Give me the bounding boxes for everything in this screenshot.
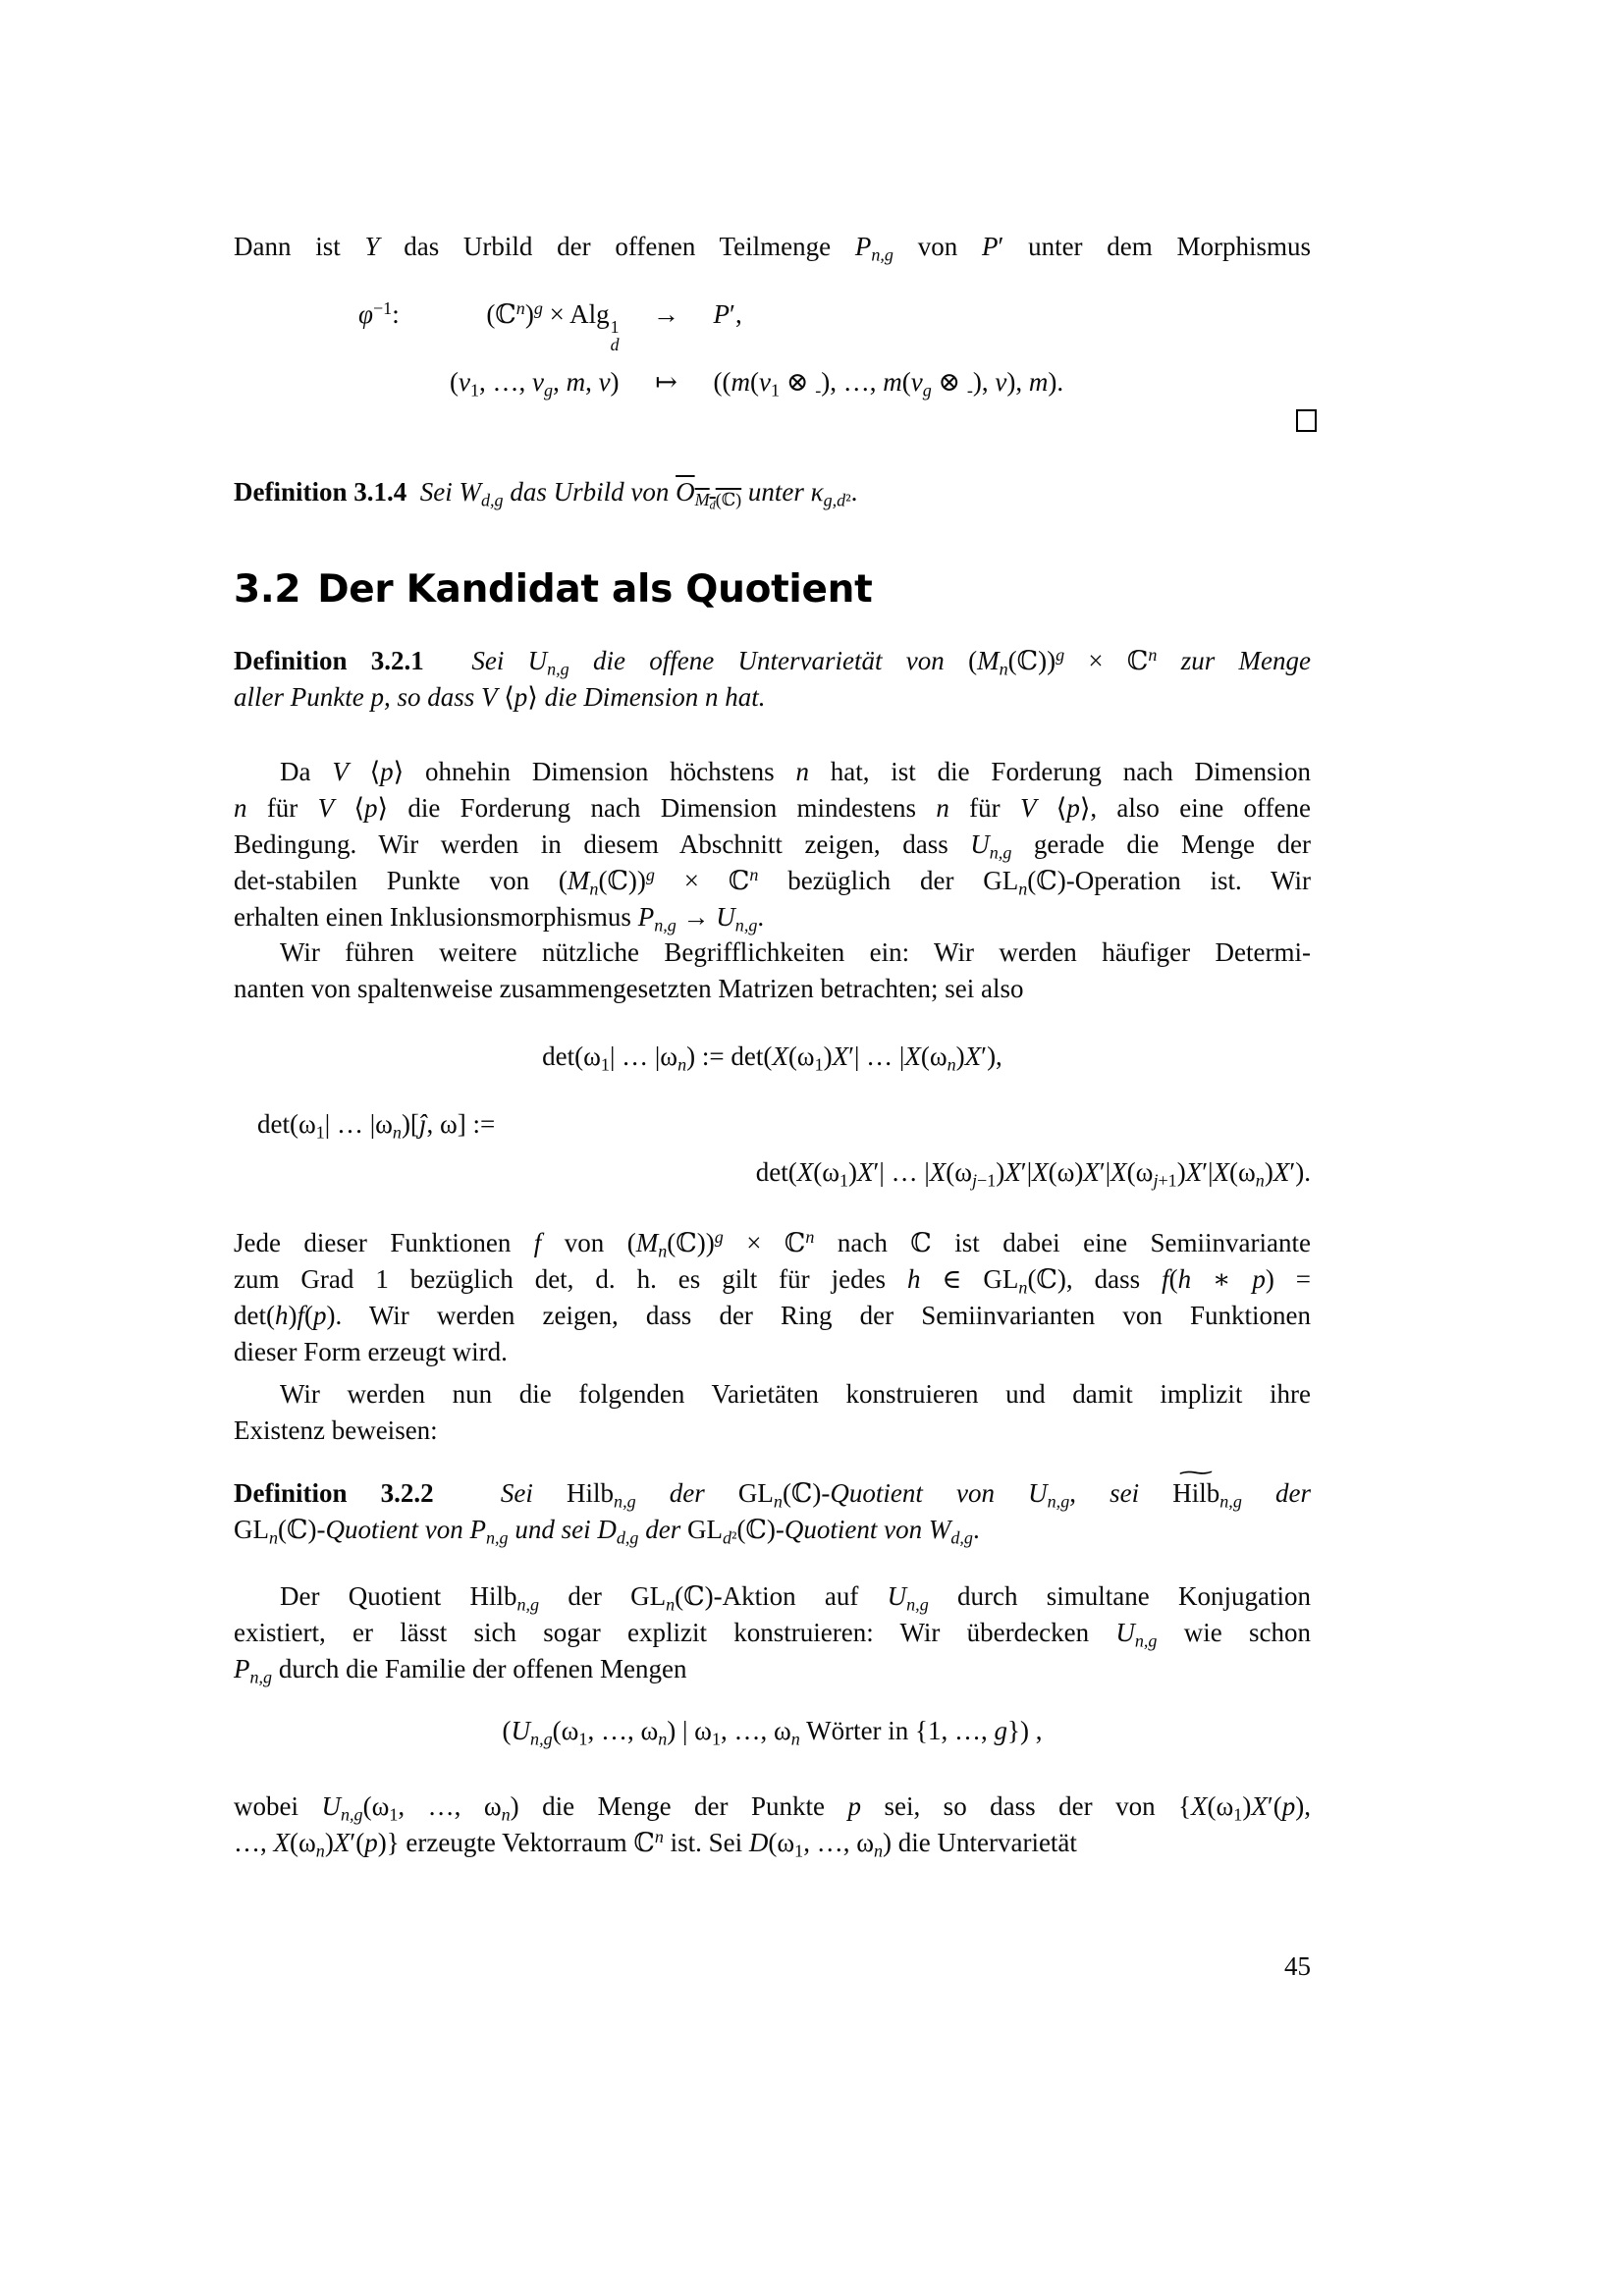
text-line: Wir führen weitere nützliche Begrifflichkeiten ein: Wir werden häufiger Determi-: [280, 937, 1311, 967]
text-line: Definition 3.1.4 Sei $W_{d,g}$ das Urbild von $O_{M_d(ℂ)}$ unter $\kappa_{g,d^2}$.: [234, 477, 858, 513]
equation-lhs: (ℂ$^n$)$^g$ × Alg 1 d: [486, 297, 620, 354]
equation-lhs: ($v_1$, …, $v_g$, m, v): [450, 367, 620, 400]
text-line: existiert, er lässt sich sogar explizit konstruieren: Wir überdecken $U_{n,g}$ wie schon: [234, 1618, 1311, 1651]
text-line: Der Quotient Hilb$_{n,g}$ der $GL_n(ℂ)$-Aktion auf $U_{n,g}$ durch simultane Konjugation: [280, 1581, 1311, 1615]
equation-label: $\varphi^{-1}$:: [358, 297, 400, 329]
text-line: aller Punkte p, so dass V ⟨p⟩ die Dimension n hat.: [234, 682, 766, 712]
paragraph-jede: [234, 1225, 1311, 1370]
section-title: Der Kandidat als Quotient: [317, 567, 873, 612]
equation-rhs: P′,: [713, 299, 742, 329]
paragraph-wobei: [234, 1789, 1311, 1861]
maps-to-arrow: ↦: [655, 367, 677, 398]
text-line: Bedingung. Wir werden in diesem Abschnitt zeigen, dass $U_{n,g}$ gerade die Menge der: [234, 829, 1311, 863]
section-heading: [234, 567, 872, 612]
text-line: wobei $U_{n,g}(\omega_1$, …, $\omega_n$) die Menge der Punkte p sei, so dass der von {$X(\omega_1)X'(p)$,: [234, 1791, 1311, 1825]
display-equation-familie: ($U_{n,g}(\omega_1$, …, $\omega_n$) | $\omega_1$, …, $\omega_n$ Wörter in {1, …, g}) ,: [502, 1716, 1043, 1749]
page-number-value: 45: [1284, 1951, 1311, 1981]
text-line: zum Grad 1 bezüglich det, d. h. es gilt für jedes h ∈ $GL_n(ℂ)$, dass f(h ∗ p) =: [234, 1264, 1311, 1298]
qed-box-icon: [1296, 409, 1317, 432]
text-line: Definition 3.2.2 Sei Hilb$_{n,g}$ der $GL_n(ℂ)$-Quotient von $U_{n,g}$, sei Hilb ∼ $_{n,g}$ der: [234, 1460, 1311, 1512]
paragraph-da: [234, 754, 1311, 935]
maps-to-arrow: →: [653, 299, 680, 329]
text-line: Dann ist Y das Urbild der offenen Teilmenge $P_{n,g}$ von P′ unter dem Morphismus: [234, 232, 1312, 265]
text-line: erhalten einen Inklusionsmorphismus $P_{n,g} \to U_{n,g}$.: [234, 902, 765, 935]
page-number: [234, 1949, 1311, 1985]
definition-3-1-4: [234, 474, 1311, 513]
section-number: 3.2: [234, 567, 301, 612]
display-equation-det-hat-rhs: $\det(X(\omega_1)X'|$ … $|X(\omega_{j-1})X'|X(\omega)X'|X(\omega_{j+1})X'|X(\omega_n)X'$).: [755, 1157, 1311, 1191]
display-equation-phi-inverse: [358, 294, 1063, 401]
display-equation-det-hat-lhs: $\det(\omega_1|$ … $|\omega_n)[ĵ$, ω] :=: [257, 1109, 496, 1143]
equation-rhs: (($m(v_1$ ⊗ $_-$), …, $m(v_g$ ⊗ $_-$), v), m).: [713, 367, 1064, 400]
definition-3-2-2: [234, 1460, 1311, 1548]
text-line: Jede dieser Funktionen f von $(M_n(ℂ))^g$ × ℂ$^n$ nach ℂ ist dabei eine Semiinvariante: [234, 1226, 1311, 1261]
definition-3-2-1: [234, 643, 1311, 716]
text-line: det-stabilen Punkte von $(M_n(ℂ))^g$ × ℂ$^n$ bezüglich der $GL_n(ℂ)$-Operation ist. Wir: [234, 864, 1312, 899]
paragraph-quotient: [234, 1578, 1311, 1687]
text-line: dieser Form erzeugt wird.: [234, 1337, 508, 1366]
text-line: $GL_n(ℂ)$-Quotient von $P_{n,g}$ und sei $D_{d,g}$ der $GL_{d^2}(ℂ)$-Quotient von $W_{d,g}$.: [234, 1515, 980, 1548]
text-line: Existenz beweisen:: [234, 1415, 438, 1445]
text-line: Definition 3.2.1 Sei $U_{n,g}$ die offene Untervarietät von $(M_n(ℂ))^g$ × ℂ$^n$ zur Menge: [234, 644, 1311, 679]
paragraph-wir-werden: [234, 1376, 1311, 1449]
text-line: n für V ⟨p⟩ die Forderung nach Dimension mindestens n für V ⟨p⟩, also eine offene: [234, 793, 1311, 823]
text-line: Da V ⟨p⟩ ohnehin Dimension höchstens n hat, ist die Forderung nach Dimension: [280, 757, 1312, 786]
text-line: nanten von spaltenweise zusammengesetzten Matrizen betrachten; sei also: [234, 974, 1024, 1003]
text-line: det(h)f(p). Wir werden zeigen, dass der Ring der Semiinvarianten von Funktionen: [234, 1301, 1311, 1330]
text-line: …, $X(\omega_n)X'(p)$} erzeugte Vektorraum ℂ$^n$ ist. Sei $D(\omega_1$, …, $\omega_n$) die Untervarietät: [234, 1826, 1077, 1861]
paragraph-intro: [234, 229, 1311, 265]
paragraph-begriff: [234, 934, 1311, 1007]
text-line: Wir werden nun die folgenden Varietäten konstruieren und damit implizit ihre: [280, 1379, 1311, 1409]
text-line: $P_{n,g}$ durch die Familie der offenen Mengen: [234, 1654, 687, 1687]
display-equation-det: $\det(\omega_1|$ … $|\omega_n$) := $\det(X(\omega_1)X'|$ … $|X(\omega_n)X'$),: [542, 1041, 1002, 1075]
